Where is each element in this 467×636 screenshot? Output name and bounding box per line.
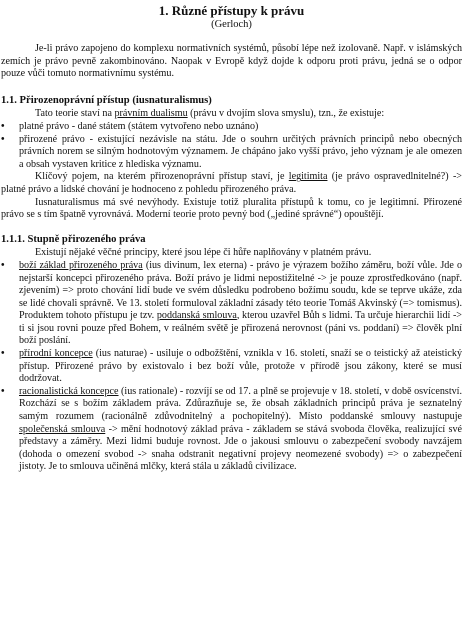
page-title: 1. Různé přístupy k právu — [158, 3, 305, 18]
list-item — [1, 134, 462, 172]
legitimacy-paragraph — [1, 171, 462, 196]
underlined-term: přírodní koncepce — [19, 348, 93, 360]
text-run: (ius naturae) - usiluje o odbožštění, vznikla v 16. století, snaží se o teistický až ateistický přístup. Přirozené právo by existovalo i bez boží vůle, protože v přírodě jsou zákony, které se musí dodržovat. — [19, 348, 462, 385]
law-types-list — [1, 121, 462, 171]
underlined-term: legitimita — [288, 171, 328, 183]
text-run: Klíčový pojem, na kterém přirozenoprávní přístup staví, je — [35, 171, 289, 183]
text-run: , kterou uzavřel Bůh s lidmi. Ta určuje hierarchii lidí -> ti si jsou rovni pouze před Bohem, v reálném světě je přirozená nerovnost (páni vs. poddaní) => člověk plní boží poslání. — [19, 310, 463, 347]
dualism-paragraph — [1, 108, 462, 121]
bullet-icon: • — [1, 133, 5, 145]
bullet-icon: • — [1, 259, 5, 271]
list-item — [1, 121, 462, 134]
principles-paragraph: Existují nějaké věčné principy, které jsou lépe či hůře naplňovány v platném právu. — [35, 247, 372, 259]
list-item-text: platné právo - dané státem (státem vytvořeno nebo uznáno) — [19, 120, 259, 132]
underlined-term: racionalistická koncepce — [19, 385, 119, 397]
natural-law-stages-list — [1, 260, 462, 474]
list-item — [1, 348, 462, 386]
underlined-term: právním dualismu — [114, 108, 188, 120]
page-subtitle: (Gerloch) — [211, 19, 252, 30]
underlined-term: společenská smlouva — [19, 423, 106, 435]
bullet-icon: • — [1, 348, 5, 360]
bullet-icon: • — [1, 120, 5, 132]
section-heading-1-1-1: 1.1.1. Stupně přirozeného práva — [1, 233, 146, 245]
text-run: (ius rationale) - rozvíjí se od 17. a plně se projevuje v 18. století, v době osvícenství. Rozchází se s božím základem práva. Zdůrazňuje se, že obsah základních principů práva je seznatelný samým rozumem (racionálně zdůvodnitelný a pochopitelný). Místo poddanské smlouvy nastupuje — [19, 385, 463, 423]
underlined-term: boží základ přirozeného práva — [19, 259, 143, 271]
disadvantages-paragraph: Iusnaturalismus má své nevýhody. Existuje totiž pluralita přístupů k tomu, co je legitimní. Přirozené právo se s tím špatně vyrovnává. Moderní teorie proto pevný bod („jediné správné“) opouštějí. — [1, 196, 462, 221]
list-item — [1, 386, 462, 474]
document-body — [1, 0, 462, 474]
list-item-text: přirozené právo - existující nezávisle na státu. Jde o souhrn určitých právních principů nebo obecných právních norem se silným hodnotovým významem. Je chápáno jako vyšší právo, jeho význam je ale omezen a obsah vystaven kritice z hlediska významu. — [19, 133, 462, 170]
section-heading-1-1: 1.1. Přirozenoprávní přístup (iusnaturalismus) — [1, 94, 212, 106]
text-run: (je právo ospravedlnitelné?) -> platné právo a lidské chování je hodnoceno z pohledu přirozeného práva. — [1, 171, 462, 195]
intro-paragraph: Je-li právo zapojeno do komplexu normativních systémů, působí lépe než izolovaně. Např. v islámských zemích je právo pevně zakombinováno. Naopak v Evropě když dojde k odporu proti právu, jedná se o odpor pouze vůči tomuto normativnímu systému. — [1, 43, 462, 80]
list-item — [1, 260, 462, 348]
text-run: Tato teorie staví na — [35, 108, 115, 120]
text-run: (právu v dvojím slova smyslu), tzn., že existuje: — [187, 108, 385, 120]
text-run: -> mění hodnotový základ práva - základem se stává svoboda člověka, realizující své představy a záměry. Mezi lidmi buduje rovnost. Jde o jakousi smlouvu o zabezpečení svobody navzájem (dohoda o omezení svobod -> snaha odstranit negativní projevy neomezené svobody) => o zabezpečení jistoty. Je to smlouva učiněná mlčky, která stála u základů civilizace. — [19, 423, 462, 473]
bullet-icon: • — [1, 385, 5, 397]
underlined-term: poddanská smlouva — [156, 310, 237, 322]
text-run: (ius divinum, lex eterna) - právo je výrazem božího záměru, boží vůle. Jde o nejstarší koncepci přirozeného práva. Boží právo je lidmi nepostižitelné -> je pouze zprostředkováno (např. zjevením) => proto chování lidí bude ve svém důsledku podrobeno božímu soudu, kde se teprve ukáže, zda se lidé chovali správně. Ve 13. století formuloval základní zásady této teorie Tomáš Akvinský (=> tomismus). Produktem tohoto přístupu je tzv. — [19, 259, 462, 322]
